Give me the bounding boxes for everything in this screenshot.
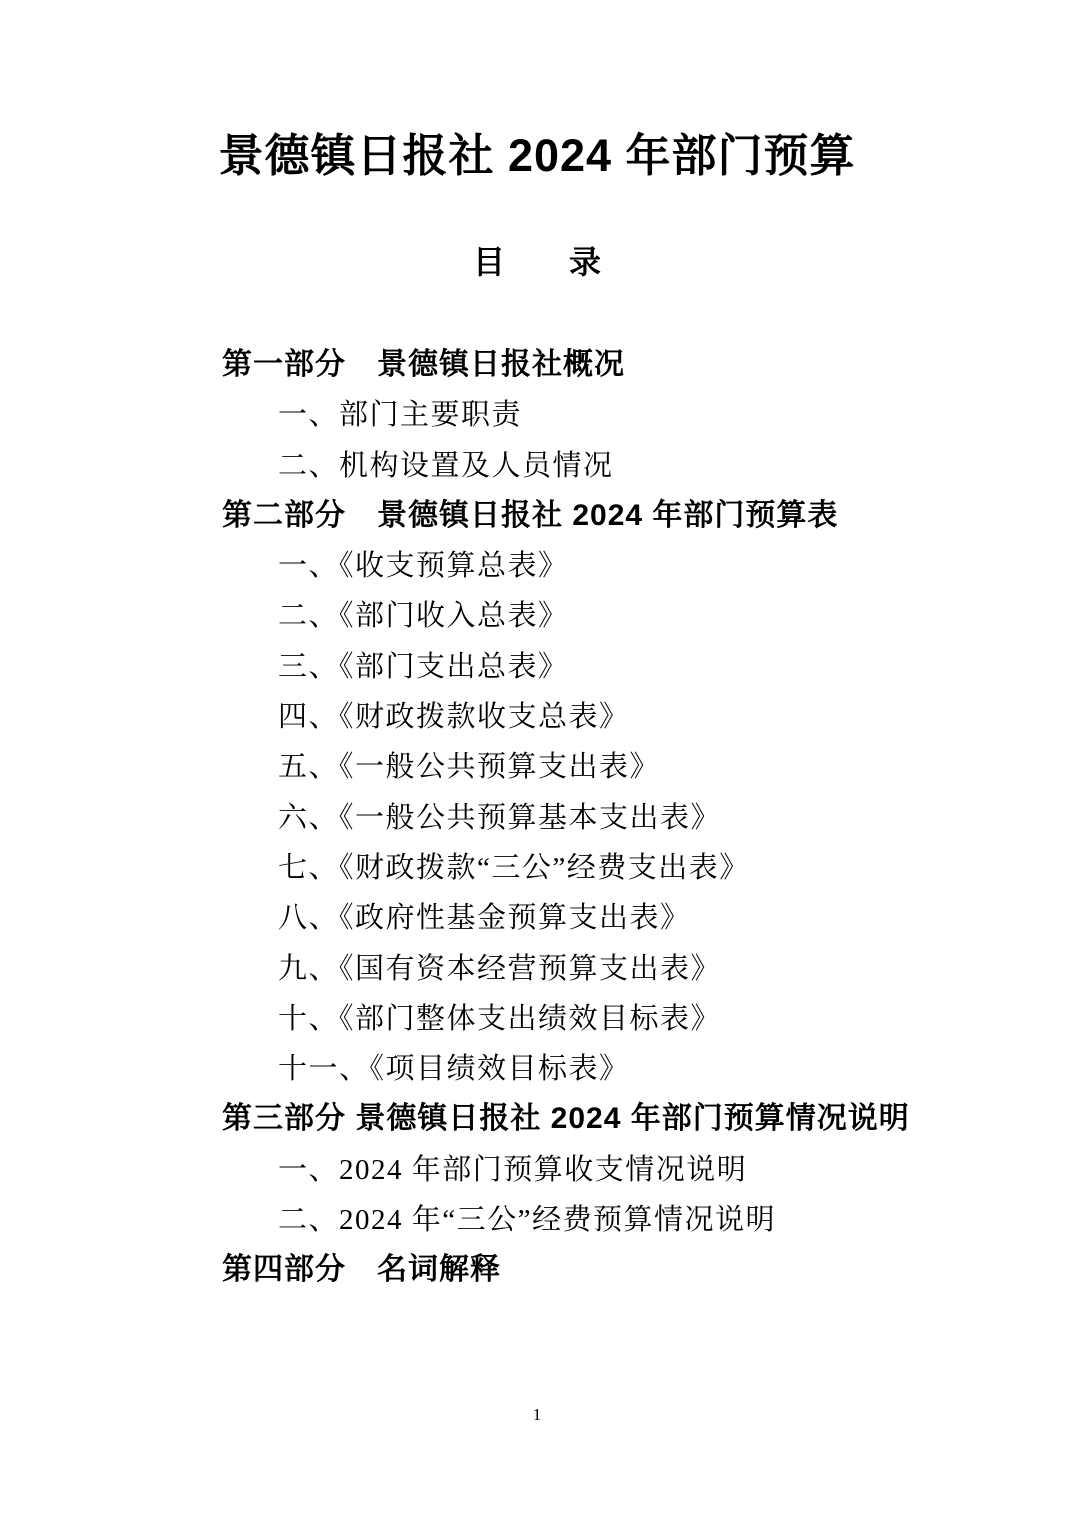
toc-item: 一、《收支预算总表》 bbox=[278, 550, 569, 583]
page-number: 1 bbox=[532, 1405, 542, 1424]
toc-item: 二、2024 年“三公”经费预算情况说明 bbox=[278, 1204, 776, 1237]
toc-item: 五、《一般公共预算支出表》 bbox=[278, 751, 661, 784]
document-title: 景德镇日报社 2024 年部门预算 bbox=[218, 130, 856, 181]
toc-item: 二、机构设置及人员情况 bbox=[278, 449, 614, 482]
toc-item: 一、2024 年部门预算收支情况说明 bbox=[278, 1153, 748, 1186]
toc-section-heading-2: 第二部分 景德镇日报社 2024 年部门预算表 bbox=[222, 498, 839, 532]
toc-section-heading-1: 第一部分 景德镇日报社概况 bbox=[222, 348, 625, 381]
toc-item: 二、《部门收入总表》 bbox=[278, 600, 569, 633]
toc-heading: 目 录 bbox=[472, 244, 601, 280]
toc-item: 三、《部门支出总表》 bbox=[278, 650, 569, 683]
toc-item: 七、《财政拨款“三公”经费支出表》 bbox=[278, 851, 750, 884]
toc-item: 十、《部门整体支出绩效目标表》 bbox=[278, 1002, 722, 1035]
toc-item: 一、部门主要职责 bbox=[278, 399, 523, 432]
toc-section-heading-3: 第三部分 景德镇日报社 2024 年部门预算情况说明 bbox=[222, 1102, 910, 1136]
toc-list bbox=[0, 340, 1074, 1296]
toc-item: 九、《国有资本经营预算支出表》 bbox=[278, 952, 722, 985]
toc-item: 六、《一般公共预算基本支出表》 bbox=[278, 801, 722, 834]
toc-item: 八、《政府性基金预算支出表》 bbox=[278, 902, 691, 935]
toc-section-heading-4: 第四部分 名词解释 bbox=[222, 1253, 501, 1287]
toc-item: 十一、《项目绩效目标表》 bbox=[278, 1053, 630, 1086]
toc-item: 四、《财政拨款收支总表》 bbox=[278, 701, 630, 734]
